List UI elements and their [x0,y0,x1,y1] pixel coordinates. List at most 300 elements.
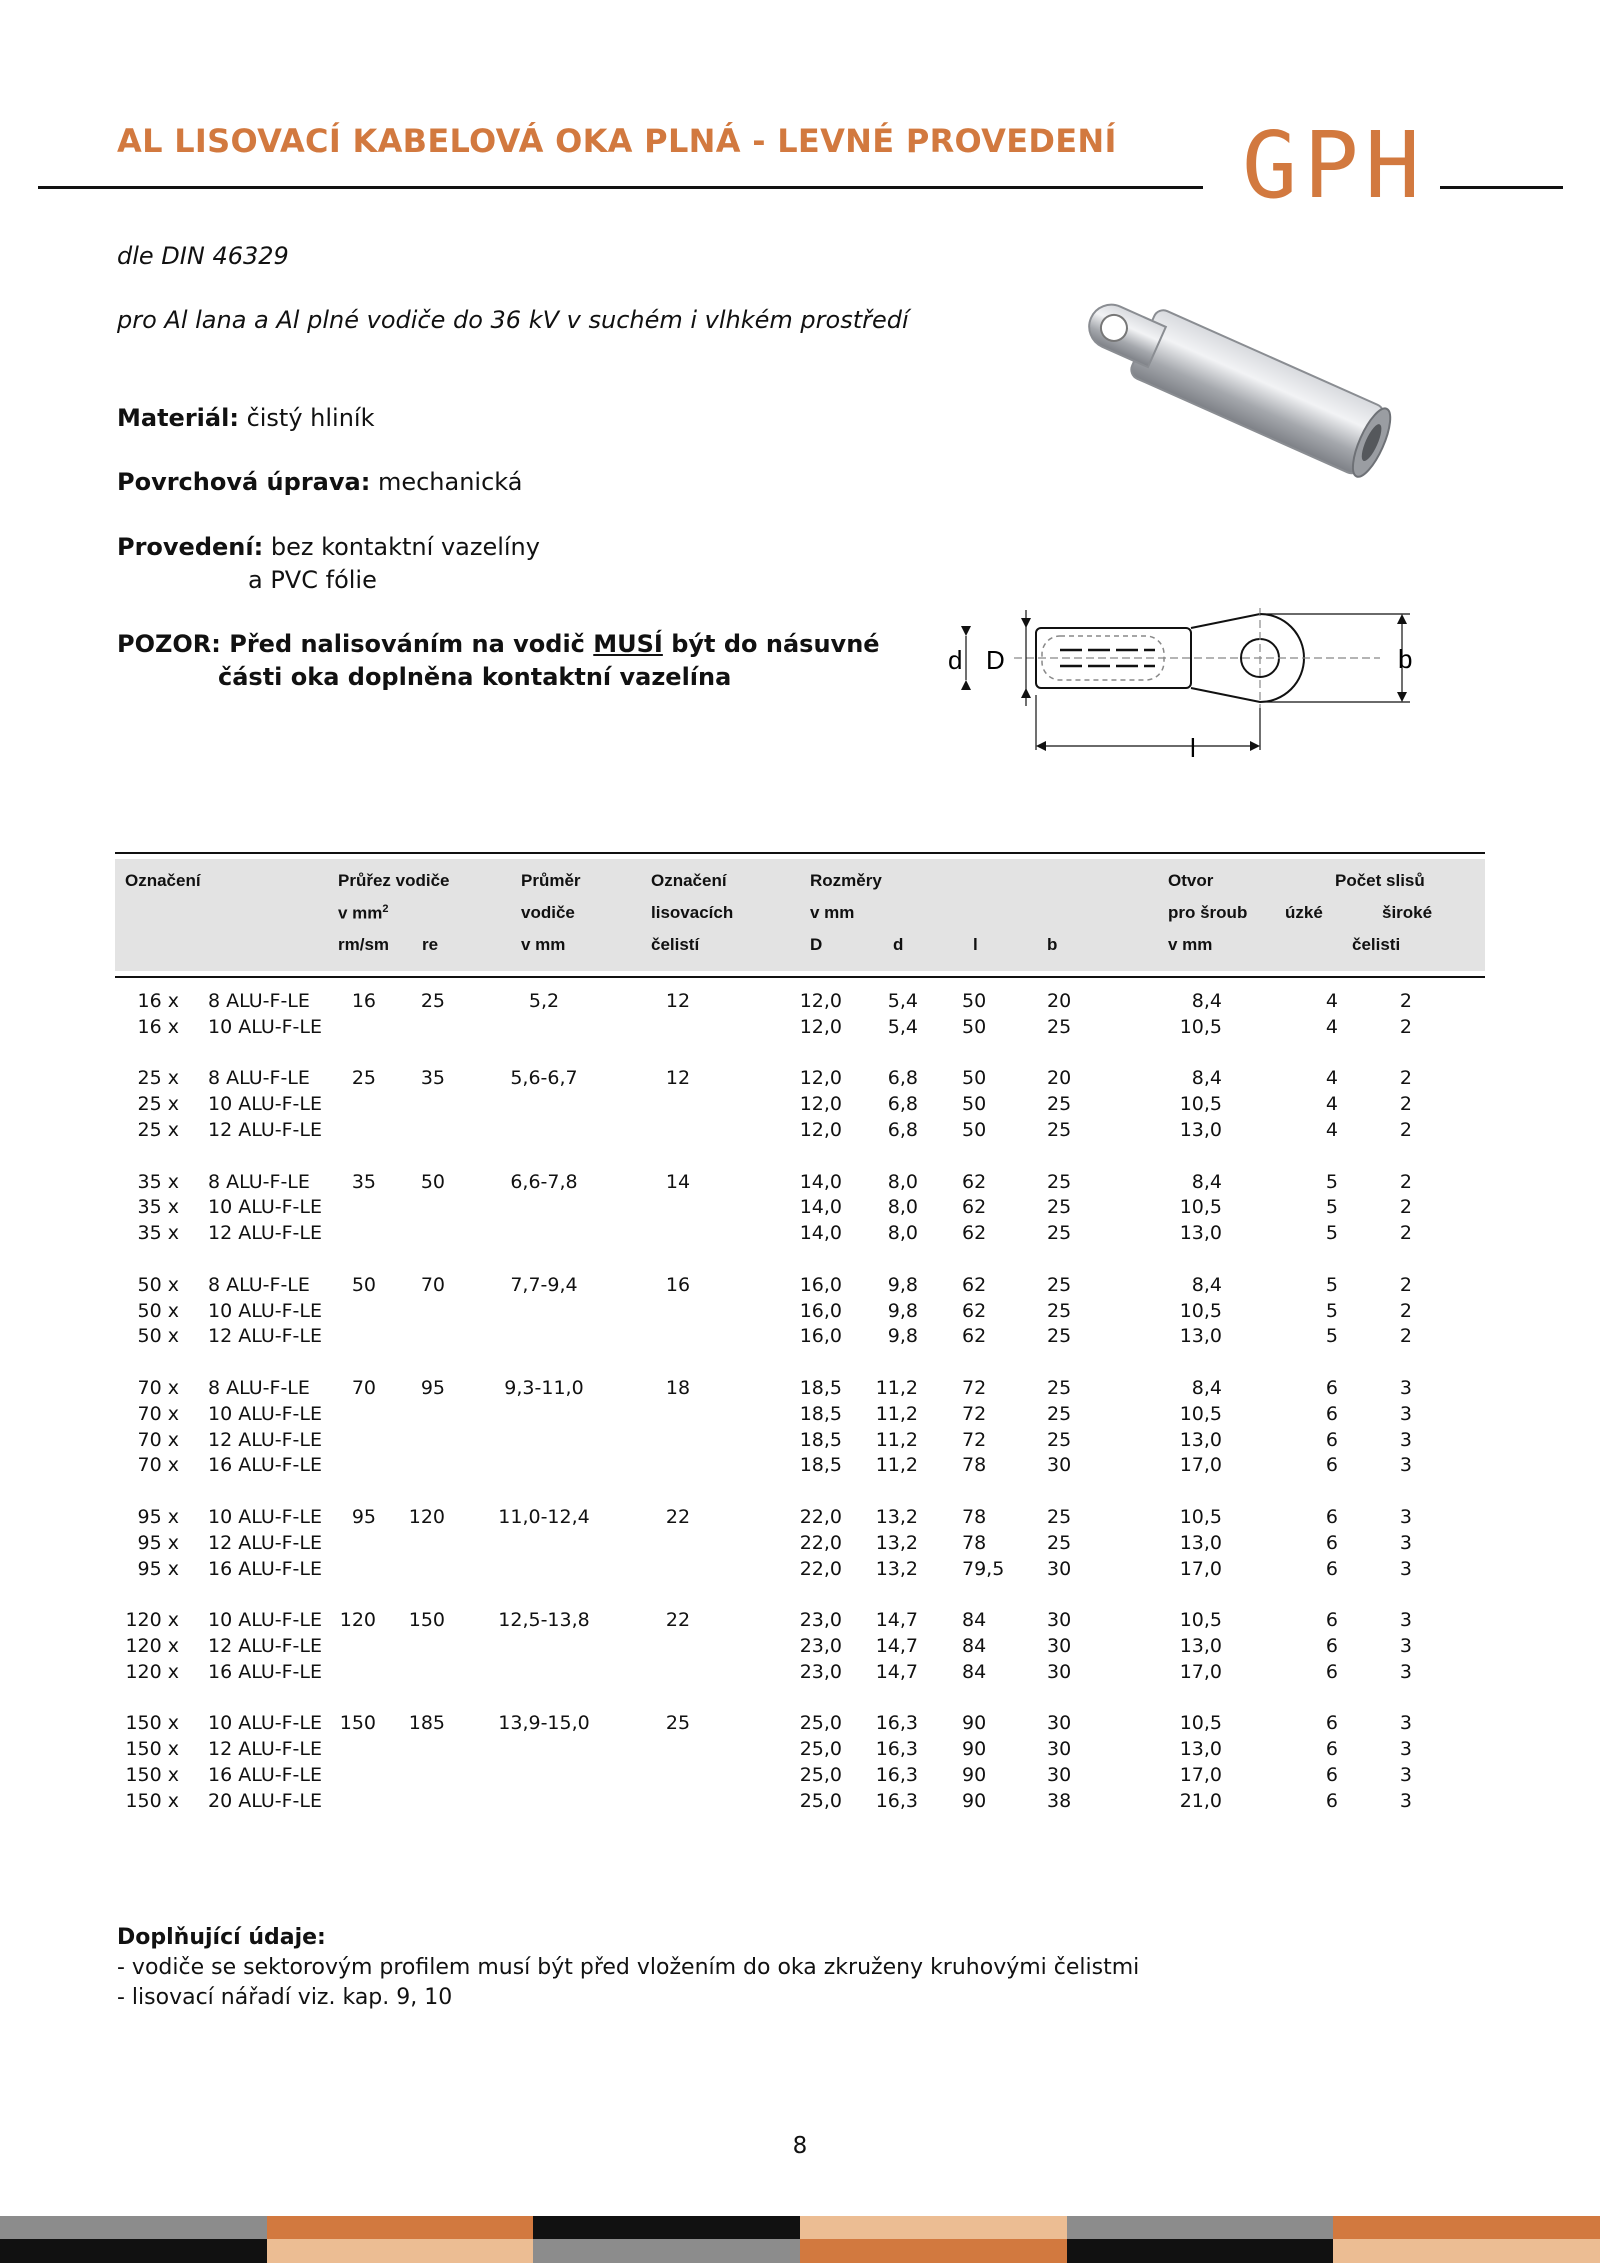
cell-b: 30 [1047,1660,1072,1683]
cell-narrow: 5 [1325,1299,1338,1322]
cell-code: 8 ALU-F-LE [208,990,310,1012]
cell-b: 30 [1047,1738,1072,1761]
cell-hole: 13,0 [1179,1635,1222,1657]
cell-D: 14,0 [799,1222,842,1245]
cell-hole: 8,4 [1191,990,1222,1012]
cell-wide: 3 [1399,1428,1412,1451]
footer-stripe [800,2216,1068,2239]
cell-wide: 2 [1399,1299,1412,1322]
cell-code: 12 ALU-F-LE [208,1119,322,1141]
cell-wide: 2 [1399,1273,1412,1296]
cell-b: 30 [1047,1635,1072,1657]
footer-stripe [0,2239,268,2263]
cell-d: 16,3 [875,1764,918,1786]
cell-narrow: 4 [1325,1119,1338,1141]
cell-narrow: 6 [1325,1531,1338,1554]
header-rule-left [38,186,1203,189]
cell-wide: 3 [1399,1557,1412,1580]
cell-code: 16 ALU-F-LE [208,1454,322,1477]
cell-size: 95 x [137,1506,179,1528]
cell-wide: 3 [1399,1506,1412,1528]
cell-hole: 10,5 [1179,1402,1222,1425]
cell-wide: 2 [1399,1170,1412,1193]
standard-text: dle DIN 46329 [117,242,289,270]
usage-text: pro Al lana a Al plné vodiče do 36 kV v suchém i vlhkém prostředí [117,306,909,334]
cell-code: 12 ALU-F-LE [208,1531,322,1554]
cell-size: 35 x [137,1196,179,1219]
footer-stripe [0,2216,268,2239]
cell-narrow: 6 [1325,1712,1338,1735]
cell-d: 9,8 [887,1299,918,1322]
cell-b: 25 [1047,1093,1072,1116]
cell-d: 6,8 [887,1093,918,1116]
cell-D: 23,0 [799,1635,842,1657]
cell-narrow: 6 [1325,1377,1338,1399]
warning-line-2: části oka doplněna kontaktní vazelína [218,663,732,691]
cell-size: 50 x [137,1273,179,1296]
cell-diam: 5,6-6,7 [510,1067,578,1090]
cell-code: 10 ALU-F-LE [208,1196,322,1219]
page-title: AL LISOVACÍ KABELOVÁ OKA PLNÁ - LEVNÉ PROVEDENÍ [117,122,1117,160]
cell-hole: 10,5 [1179,1299,1222,1322]
cell-l: 84 [962,1635,987,1657]
cell-narrow: 6 [1325,1660,1338,1683]
label-l: l [1190,733,1196,763]
cell-b: 25 [1047,1325,1072,1348]
label-b: b [1398,644,1413,674]
cell-narrow: 5 [1325,1170,1338,1193]
cell-b: 25 [1047,1119,1072,1141]
header-jaws: Označení [651,871,727,890]
header-cross-section: Průřez vodiče [338,871,450,890]
cell-diam: 9,3-11,0 [504,1377,584,1399]
cell-hole: 13,0 [1179,1119,1222,1141]
cell-code: 16 ALU-F-LE [208,1764,322,1786]
cell-narrow: 4 [1325,1093,1338,1116]
cell-rmsm: 16 [351,990,376,1012]
surface-line [117,466,522,499]
header-re: re [422,935,439,954]
cell-d: 14,7 [875,1635,918,1657]
cell-hole: 13,0 [1179,1222,1222,1245]
cell-l: 90 [962,1738,987,1761]
cell-d: 16,3 [875,1738,918,1761]
cell-l: 50 [962,1067,987,1090]
technical-drawing [930,600,1470,770]
header-jaws-3: čelistí [651,935,700,954]
cell-diam: 11,0-12,4 [498,1506,590,1528]
cell-l: 50 [962,990,987,1012]
table-top-rule [115,852,1485,854]
cell-D: 23,0 [799,1660,842,1683]
footer-stripe [800,2239,1068,2263]
cell-l: 72 [962,1377,987,1399]
cell-re: 50 [420,1170,445,1193]
cell-l: 78 [962,1531,987,1554]
header-dim-D: D [810,935,823,954]
cell-l: 62 [962,1325,987,1348]
cell-b: 25 [1047,1196,1072,1219]
cell-D: 23,0 [799,1609,842,1632]
cell-jaw: 22 [665,1609,691,1632]
cell-size: 50 x [137,1299,179,1322]
header-rm-sm: rm/sm [338,935,390,954]
cell-narrow: 5 [1325,1222,1338,1245]
header-diameter-3: v mm [521,935,566,954]
cell-wide: 2 [1399,1196,1412,1219]
material-label: Materiál: [117,404,239,432]
header-presses: Počet slisů [1335,871,1425,890]
cell-d: 6,8 [887,1119,918,1141]
cell-hole: 13,0 [1179,1325,1222,1348]
cell-jaw: 22 [665,1506,691,1528]
cell-d: 11,2 [875,1428,918,1451]
cell-code: 10 ALU-F-LE [208,1712,322,1735]
cell-D: 18,5 [799,1428,842,1451]
cell-size: 95 x [137,1557,179,1580]
cell-D: 12,0 [799,1067,842,1090]
cell-jaw: 12 [665,990,691,1012]
footer-stripe [267,2216,535,2239]
cell-narrow: 5 [1325,1273,1338,1296]
table-header-rule [115,976,1485,978]
cell-d: 5,4 [887,990,918,1012]
cell-size: 70 x [137,1377,179,1399]
cell-b: 25 [1047,1015,1072,1038]
header-dimensions-unit: v mm [810,903,855,922]
cell-re: 25 [420,990,445,1012]
notes-line-1: - vodiče se sektorovým profilem musí být před vložením do oka zkruženy kruhovými čelistmi [117,1955,1140,1980]
cell-D: 12,0 [799,1015,842,1038]
cell-hole: 10,5 [1179,1093,1222,1116]
cell-narrow: 4 [1325,1067,1338,1090]
header-presses-wide: široké [1382,903,1433,922]
cell-re: 185 [408,1712,445,1735]
cell-hole: 8,4 [1191,1067,1222,1090]
cell-hole: 13,0 [1179,1531,1222,1554]
cell-d: 9,8 [887,1273,918,1296]
cell-narrow: 6 [1325,1428,1338,1451]
cell-re: 95 [420,1377,445,1399]
cell-l: 62 [962,1299,987,1322]
cell-D: 14,0 [799,1196,842,1219]
cell-hole: 10,5 [1179,1015,1222,1038]
cell-D: 25,0 [799,1738,842,1761]
cell-code: 16 ALU-F-LE [208,1557,322,1580]
cell-diam: 7,7-9,4 [510,1273,578,1296]
cell-size: 16 x [137,1015,179,1038]
footer-stripe [1333,2216,1600,2239]
cell-size: 120 x [125,1635,179,1657]
additional-notes [117,1923,1139,2013]
cell-b: 25 [1047,1273,1072,1296]
cell-l: 90 [962,1764,987,1786]
header-diameter: Průměr [521,871,581,890]
cell-d: 14,7 [875,1609,918,1632]
cell-l: 84 [962,1660,987,1683]
cell-narrow: 6 [1325,1454,1338,1477]
cell-wide: 3 [1399,1738,1412,1761]
header-dimensions: Rozměry [810,871,882,890]
cell-hole: 13,0 [1179,1738,1222,1761]
cell-b: 30 [1047,1764,1072,1786]
cell-wide: 3 [1399,1789,1412,1812]
cell-wide: 3 [1399,1402,1412,1425]
cell-narrow: 6 [1325,1764,1338,1786]
cell-wide: 2 [1399,1325,1412,1348]
cell-hole: 13,0 [1179,1428,1222,1451]
cell-hole: 17,0 [1179,1764,1222,1786]
cell-wide: 3 [1399,1377,1412,1399]
surface-label: Povrchová úprava: [117,468,371,496]
cell-b: 25 [1047,1377,1072,1399]
table-header [115,859,1485,971]
cell-d: 16,3 [875,1789,918,1812]
cell-l: 72 [962,1402,987,1425]
notes-title: Doplňující údaje: [117,1925,326,1950]
cell-l: 62 [962,1170,987,1193]
cell-wide: 3 [1399,1609,1412,1632]
cell-l: 50 [962,1119,987,1141]
cell-hole: 8,4 [1191,1273,1222,1296]
cell-code: 10 ALU-F-LE [208,1609,322,1632]
cell-d: 13,2 [875,1531,918,1554]
cell-re: 35 [420,1067,445,1090]
cell-D: 16,0 [799,1325,842,1348]
cell-d: 8,0 [887,1222,918,1245]
cell-hole: 10,5 [1179,1196,1222,1219]
cell-re: 150 [408,1609,445,1632]
cell-code: 10 ALU-F-LE [208,1506,322,1528]
cell-l: 79,5 [962,1557,1005,1580]
cell-hole: 21,0 [1179,1789,1222,1812]
cell-wide: 2 [1399,1119,1412,1141]
material-line [117,402,375,435]
cell-d: 8,0 [887,1170,918,1193]
cell-narrow: 5 [1325,1325,1338,1348]
cell-D: 25,0 [799,1764,842,1786]
cell-b: 25 [1047,1402,1072,1425]
cell-l: 90 [962,1712,987,1735]
cell-jaw: 18 [665,1377,691,1399]
cell-code: 12 ALU-F-LE [208,1222,322,1245]
cell-hole: 10,5 [1179,1506,1222,1528]
cell-size: 120 x [125,1609,179,1632]
cell-d: 14,7 [875,1660,918,1683]
cell-b: 25 [1047,1506,1072,1528]
header-hole: Otvor [1168,871,1214,890]
cell-hole: 8,4 [1191,1170,1222,1193]
warning-emphasis: MUSÍ [593,630,663,658]
cell-l: 50 [962,1015,987,1038]
cell-wide: 2 [1399,1015,1412,1038]
cell-l: 90 [962,1789,987,1812]
cell-jaw: 12 [665,1067,691,1090]
cell-size: 150 x [125,1764,179,1786]
cell-rmsm: 25 [351,1067,376,1090]
cell-D: 16,0 [799,1299,842,1322]
cell-d: 16,3 [875,1712,918,1735]
cell-code: 16 ALU-F-LE [208,1660,322,1683]
cell-diam: 13,9-15,0 [498,1712,590,1735]
cell-b: 25 [1047,1531,1072,1554]
cell-D: 22,0 [799,1557,842,1580]
cell-narrow: 4 [1325,990,1338,1012]
cell-D: 18,5 [799,1402,842,1425]
cell-narrow: 4 [1325,1015,1338,1038]
product-photo [1070,295,1420,495]
cell-b: 30 [1047,1557,1072,1580]
cell-narrow: 6 [1325,1789,1338,1812]
cell-wide: 2 [1399,990,1412,1012]
cell-size: 35 x [137,1170,179,1193]
cell-size: 95 x [137,1531,179,1554]
cell-hole: 17,0 [1179,1660,1222,1683]
cell-code: 20 ALU-F-LE [208,1789,322,1812]
cell-size: 25 x [137,1093,179,1116]
cell-rmsm: 95 [351,1506,376,1528]
cell-b: 38 [1047,1789,1072,1812]
version-value-2: a PVC fólie [248,566,377,594]
cell-narrow: 6 [1325,1557,1338,1580]
cell-code: 12 ALU-F-LE [208,1428,322,1451]
cell-D: 12,0 [799,990,842,1012]
cell-b: 20 [1047,1067,1072,1090]
header-dim-d: d [893,935,904,954]
cell-b: 30 [1047,1712,1072,1735]
cell-d: 11,2 [875,1377,918,1399]
cell-wide: 3 [1399,1531,1412,1554]
warning-text-before: Před nalisováním na vodič [229,630,585,658]
cell-wide: 3 [1399,1712,1412,1735]
cell-code: 8 ALU-F-LE [208,1067,310,1090]
cell-wide: 2 [1399,1067,1412,1090]
cell-size: 35 x [137,1222,179,1245]
cell-D: 12,0 [799,1093,842,1116]
header-hole-3: v mm [1168,935,1213,954]
footer-stripe [533,2216,801,2239]
brand-logo: GPH [1242,112,1427,219]
notes-line-2: - lisovací nářadí viz. kap. 9, 10 [117,1985,453,2010]
cell-hole: 17,0 [1179,1557,1222,1580]
header-presses-narrow: úzké [1285,903,1323,922]
cell-size: 16 x [137,990,179,1012]
header-cross-section-unit: v $mm^2$ [338,903,389,923]
cell-l: 62 [962,1222,987,1245]
label-D: D [986,645,1005,675]
header-rule-right [1440,186,1563,189]
cell-wide: 2 [1399,1222,1412,1245]
cell-jaw: 14 [665,1170,691,1193]
cell-narrow: 6 [1325,1402,1338,1425]
cell-d: 9,8 [887,1325,918,1348]
header-diameter-2: vodiče [521,903,575,922]
cell-b: 30 [1047,1454,1072,1477]
cell-code: 10 ALU-F-LE [208,1299,322,1322]
cell-code: 10 ALU-F-LE [208,1402,322,1425]
footer-stripe [1067,2216,1335,2239]
cell-b: 25 [1047,1170,1072,1193]
cell-hole: 10,5 [1179,1712,1222,1735]
cell-wide: 3 [1399,1454,1412,1477]
cell-size: 70 x [137,1454,179,1477]
cell-rmsm: 70 [351,1377,376,1399]
cell-d: 8,0 [887,1196,918,1219]
cell-size: 70 x [137,1402,179,1425]
cell-jaw: 16 [665,1273,691,1296]
cell-d: 11,2 [875,1402,918,1425]
cell-d: 13,2 [875,1557,918,1580]
cell-hole: 17,0 [1179,1454,1222,1477]
cell-d: 13,2 [875,1506,918,1528]
cell-wide: 3 [1399,1635,1412,1657]
cell-narrow: 6 [1325,1738,1338,1761]
cell-size: 150 x [125,1789,179,1812]
warning-line-1 [117,628,880,661]
cell-D: 22,0 [799,1506,842,1528]
version-value: bez kontaktní vazelíny [270,533,540,561]
surface-value: mechanická [377,468,523,496]
header-designation: Označení [125,871,201,890]
cell-code: 10 ALU-F-LE [208,1015,322,1038]
cell-d: 11,2 [875,1454,918,1477]
cell-D: 22,0 [799,1531,842,1554]
cell-D: 16,0 [799,1273,842,1296]
cell-b: 25 [1047,1428,1072,1451]
warning-text-after: být do násuvné [671,630,880,658]
page-number: 8 [792,2133,808,2159]
cell-hole: 8,4 [1191,1377,1222,1399]
cell-D: 25,0 [799,1712,842,1735]
cell-D: 18,5 [799,1454,842,1477]
cell-code: 8 ALU-F-LE [208,1170,310,1193]
cell-l: 84 [962,1609,987,1632]
header-jaws-2: lisovacích [651,903,734,922]
cell-narrow: 5 [1325,1196,1338,1219]
warning-label: POZOR: [117,630,221,658]
version-line [117,531,540,564]
cell-size: 120 x [125,1660,179,1683]
cell-D: 14,0 [799,1170,842,1193]
cell-code: 8 ALU-F-LE [208,1273,310,1296]
cell-D: 25,0 [799,1789,842,1812]
cell-l: 78 [962,1454,987,1477]
cell-wide: 3 [1399,1660,1412,1683]
cell-l: 62 [962,1273,987,1296]
cell-b: 20 [1047,990,1072,1012]
cell-narrow: 6 [1325,1609,1338,1632]
warning-note [117,628,880,694]
cell-rmsm: 150 [339,1712,376,1735]
cell-code: 12 ALU-F-LE [208,1325,322,1348]
cell-jaw: 25 [665,1712,691,1735]
cell-b: 30 [1047,1609,1072,1632]
cell-l: 62 [962,1196,987,1219]
header-hole-2: pro šroub [1168,903,1248,922]
cell-size: 50 x [137,1325,179,1348]
cell-re: 70 [420,1273,445,1296]
cell-l: 78 [962,1506,987,1528]
footer-stripe [1333,2239,1600,2263]
material-value: čistý hliník [246,404,375,432]
cell-code: 12 ALU-F-LE [208,1635,322,1657]
cell-wide: 3 [1399,1764,1412,1786]
cell-D: 12,0 [799,1119,842,1141]
cell-D: 18,5 [799,1377,842,1399]
cell-d: 6,8 [887,1067,918,1090]
header-presses-3: čelisti [1352,935,1401,954]
cell-size: 25 x [137,1119,179,1141]
